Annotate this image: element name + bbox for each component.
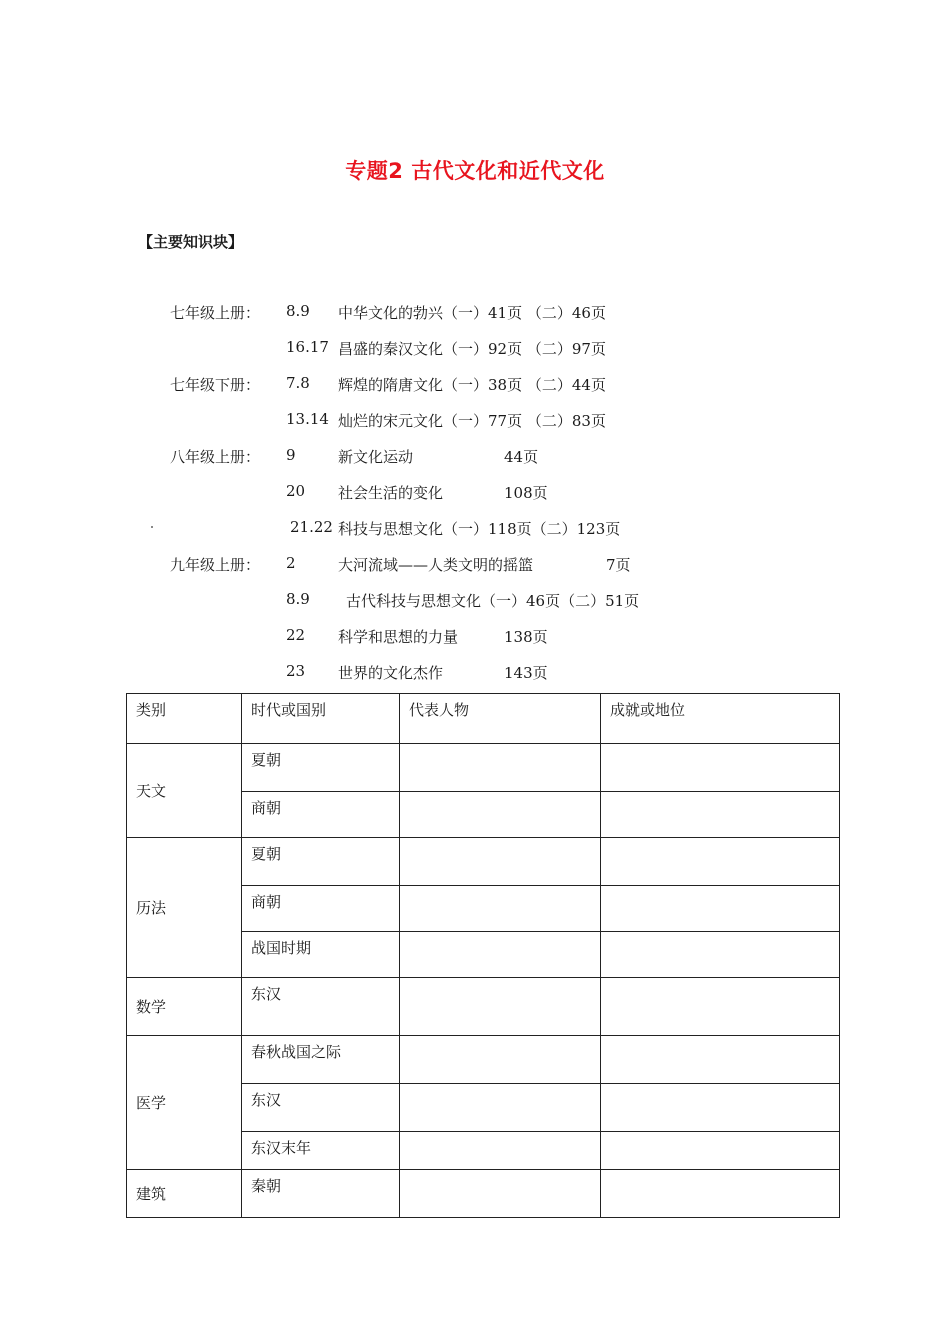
era-cell: 夏朝 <box>242 838 400 886</box>
representative-cell[interactable] <box>400 1132 601 1170</box>
representative-cell[interactable] <box>400 932 601 978</box>
lesson-number: 7.8 <box>286 374 310 392</box>
achievement-cell[interactable] <box>601 978 840 1036</box>
lesson-title: 社会生活的变化 <box>338 484 444 502</box>
lesson-number: 22 <box>286 626 306 644</box>
page-title: 专题2 古代文化和近代文化 <box>345 159 605 183</box>
representative-cell[interactable] <box>400 838 601 886</box>
achievement-cell[interactable] <box>601 1132 840 1170</box>
lesson-number: 16.17 <box>286 338 329 356</box>
achievement-cell[interactable] <box>601 1036 840 1084</box>
grade-label: 九年级上册： <box>170 556 261 574</box>
table-row <box>127 978 840 1036</box>
stray-mark <box>151 526 153 528</box>
era-cell: 夏朝 <box>242 744 400 792</box>
lesson-number: 8.9 <box>286 590 310 608</box>
lesson-title: 辉煌的隋唐文化（一）38页 （二）44页 <box>338 376 606 394</box>
section-heading: 【主要知识块】 <box>138 233 244 251</box>
representative-cell[interactable] <box>400 792 601 838</box>
page-number: 44页 <box>504 448 539 466</box>
lesson-title: 科技与思想文化（一）118页（二）123页 <box>338 520 621 538</box>
table-header-row <box>127 694 840 744</box>
table-row <box>127 838 840 886</box>
category-cell: 数学 <box>127 978 242 1036</box>
era-cell: 东汉 <box>242 978 400 1036</box>
achievement-cell[interactable] <box>601 886 840 932</box>
achievement-cell[interactable] <box>601 1170 840 1218</box>
table-header-cell: 时代或国别 <box>242 694 400 744</box>
lesson-title: 新文化运动 <box>338 448 414 466</box>
era-cell: 秦朝 <box>242 1170 400 1218</box>
era-cell: 战国时期 <box>242 932 400 978</box>
table-row <box>127 744 840 792</box>
achievement-cell[interactable] <box>601 744 840 792</box>
lesson-number: 21.22 <box>290 518 333 536</box>
achievement-cell[interactable] <box>601 792 840 838</box>
lesson-number: 13.14 <box>286 410 329 428</box>
achievement-cell[interactable] <box>601 838 840 886</box>
lesson-title: 世界的文化杰作 <box>338 664 444 682</box>
lesson-title: 昌盛的秦汉文化（一）92页 （二）97页 <box>338 340 606 358</box>
category-cell: 历法 <box>127 838 242 978</box>
lesson-title: 灿烂的宋元文化（一）77页 （二）83页 <box>338 412 606 430</box>
page-number: 143页 <box>504 664 548 682</box>
era-cell: 东汉 <box>242 1084 400 1132</box>
grade-label: 八年级上册： <box>170 448 261 466</box>
knowledge-table <box>126 693 840 1218</box>
category-cell: 医学 <box>127 1036 242 1170</box>
page-number: 7页 <box>606 556 631 574</box>
grade-label: 七年级上册： <box>170 304 261 322</box>
category-cell: 天文 <box>127 744 242 838</box>
lesson-number: 23 <box>286 662 306 680</box>
representative-cell[interactable] <box>400 1036 601 1084</box>
table-header-cell: 代表人物 <box>400 694 601 744</box>
lesson-number: 9 <box>286 446 296 464</box>
lesson-number: 8.9 <box>286 302 310 320</box>
lesson-title: 古代科技与思想文化（一）46页（二）51页 <box>346 592 640 610</box>
lesson-title: 中华文化的勃兴（一）41页 （二）46页 <box>338 304 606 322</box>
table-header-cell: 成就或地位 <box>601 694 840 744</box>
achievement-cell[interactable] <box>601 1084 840 1132</box>
era-cell: 商朝 <box>242 792 400 838</box>
representative-cell[interactable] <box>400 744 601 792</box>
grade-label: 七年级下册： <box>170 376 261 394</box>
representative-cell[interactable] <box>400 978 601 1036</box>
category-cell: 建筑 <box>127 1170 242 1218</box>
lesson-title: 大河流域——人类文明的摇篮 <box>338 556 534 574</box>
era-cell: 商朝 <box>242 886 400 932</box>
era-cell: 春秋战国之际 <box>242 1036 400 1084</box>
representative-cell[interactable] <box>400 886 601 932</box>
page-number: 138页 <box>504 628 548 646</box>
lesson-number: 20 <box>286 482 306 500</box>
representative-cell[interactable] <box>400 1170 601 1218</box>
lesson-number: 2 <box>286 554 296 572</box>
lesson-title: 科学和思想的力量 <box>338 628 459 646</box>
representative-cell[interactable] <box>400 1084 601 1132</box>
table-row <box>127 1170 840 1218</box>
table-row <box>127 1036 840 1084</box>
page-number: 108页 <box>504 484 548 502</box>
table-header-cell: 类别 <box>127 694 242 744</box>
era-cell: 东汉末年 <box>242 1132 400 1170</box>
achievement-cell[interactable] <box>601 932 840 978</box>
